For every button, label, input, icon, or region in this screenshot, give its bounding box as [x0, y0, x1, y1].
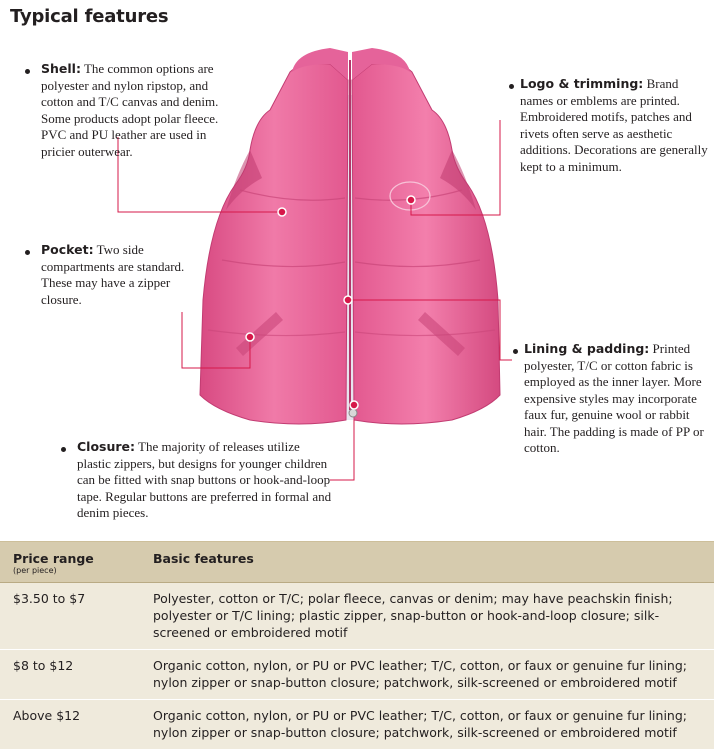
callout-shell-heading: Shell:	[41, 61, 81, 76]
row-features: Polyester, cotton or T/C; polar fleece, canvas or denim; may have peachskin finish; polyester or T/C lining; plastic zipper, snap-button or hook-and-loop closure; silk-screened or embroidered motif	[153, 591, 673, 640]
row-features: Organic cotton, nylon, or PU or PVC leather; T/C, cotton, or faux or genuine fur lining; nylon zipper or snap-button closure; patchwork, silk-screened or embroidered motif	[153, 658, 687, 690]
callout-closure-text: The majority of releases utilize plastic zippers, but designs for younger children can be fitted with snap buttons or hook-and-loop tape. Regular buttons are preferred in formal and denim pieces.	[77, 439, 332, 520]
callout-lining-heading: Lining & padding:	[524, 341, 650, 356]
bullet	[509, 84, 514, 89]
table-header	[0, 542, 714, 583]
bullet	[25, 69, 30, 74]
callout-logo	[520, 76, 708, 175]
table-row	[0, 650, 714, 700]
row-features: Organic cotton, nylon, or PU or PVC leather; T/C, cotton, or faux or genuine fur lining; nylon zipper or snap-button closure; patchwork, silk-screened or embroidered motif	[153, 708, 687, 740]
callout-pocket	[41, 242, 196, 308]
table-row	[0, 700, 714, 750]
row-price: $8 to $12	[13, 658, 74, 673]
bullet	[25, 250, 30, 255]
callout-logo-heading: Logo & trimming:	[520, 76, 644, 91]
row-price: $3.50 to $7	[13, 591, 86, 606]
callout-closure	[77, 439, 333, 522]
page-title: Typical features	[10, 6, 169, 27]
table-row	[0, 583, 714, 650]
header-price-range: Price range	[13, 551, 94, 566]
callout-shell-text: The common options are polyester and nylon ripstop, and cotton and T/C canvas and denim. Some products adopt polar fleece. PVC and PU leather are used in pricier outerwear.	[41, 61, 219, 159]
callout-pocket-heading: Pocket:	[41, 242, 94, 257]
callout-logo-text: Brand names or emblems are printed. Embroidered motifs, patches and rivets often serve as aesthetic additions. Decorations are generally kept to a minimum.	[520, 76, 708, 174]
bullet	[513, 349, 518, 354]
row-price: Above $12	[13, 708, 81, 723]
callout-pocket-text: Two side compartments are standard. These may have a zipper closure.	[41, 242, 185, 307]
callout-lining	[524, 341, 708, 457]
header-basic-features: Basic features	[153, 551, 254, 566]
callout-shell	[41, 61, 241, 160]
price-table	[0, 541, 714, 750]
callout-closure-heading: Closure:	[77, 439, 136, 454]
callout-lining-text: Printed polyester, T/C or cotton fabric is employed as the inner layer. More expensive styles may incorporate faux fur, genuine wool or rabbit hair. The padding is made of PP or cotton.	[524, 341, 704, 455]
bullet	[61, 447, 66, 452]
header-per-piece: (per piece)	[13, 566, 57, 575]
